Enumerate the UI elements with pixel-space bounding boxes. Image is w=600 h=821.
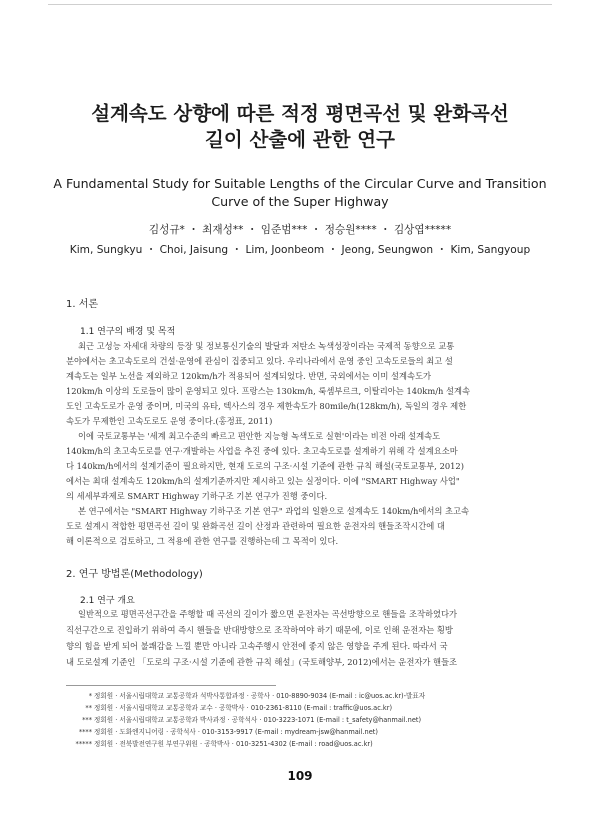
footnote-text: 정회원 · 전북발전연구원 부연구위원 · 공학박사 · 010-3251-4302 (E-mail : road@uos.ac.kr) xyxy=(94,740,373,748)
body-line: 일반적으로 평면곡선구간을 주행할 때 곡선의 길이가 짧으면 운전자는 곡선방향으로 핸들을 조작하였다가 xyxy=(78,609,458,619)
body-line: 140km/h의 초고속도로를 연구·개발하는 사업을 추진 중에 있다. 초고속도로를 설계하기 위해 각 설계요소마 xyxy=(66,446,458,456)
body-line: 이에 국토교통부는 '세계 최고수준의 빠르고 편안한 지능형 녹색도로 실현'이라는 비전 아래 설계속도 xyxy=(78,431,441,441)
title-english-line-1: A Fundamental Study for Suitable Lengths of the Circular Curve and Transition xyxy=(53,176,547,191)
footnote-rule xyxy=(66,685,276,686)
body-line: 속도가 무제한인 고속도로도 운영 중이다.(홍정표, 2011) xyxy=(66,416,273,426)
footnote-text: 정회원 · 도화엔지니어링 · 공학석사 · 010-3153-9917 (E-mail : mydream-jsw@hanmail.net) xyxy=(94,728,378,736)
footnote-text: 정회원 · 서울시립대학교 교통공학과 석박사통합과정 · 공학사 · 010-8890-9034 (E-mail : ic@uos.ac.kr)-발표자 xyxy=(94,692,426,700)
footnote-2 xyxy=(70,704,550,712)
body-line: 내 도로설계 기준인 「도로의 구조·시설 기준에 관한 규칙 해설」(국토해양부, 2012)에서는 운전자가 핸들조 xyxy=(66,657,458,667)
title-english-line-2: Curve of the Super Highway xyxy=(211,194,389,209)
body-line: 해 이론적으로 검토하고, 그 적용에 관한 연구를 진행하는데 그 목적이 있다. xyxy=(66,536,339,546)
section-2-1-heading: 2.1 연구 개요 xyxy=(80,596,135,606)
footnote-mark: ** xyxy=(85,704,92,712)
top-rule xyxy=(48,4,552,5)
title-korean-line-1: 설계속도 상향에 따른 적정 평면곡선 및 완화곡선 xyxy=(91,102,509,125)
footnote-1 xyxy=(70,692,550,700)
footnote-mark: **** xyxy=(78,728,92,736)
body-line: 도인 고속도로가 운영 중이며, 미국의 유타, 텍사스의 경우 제한속도가 80mile/h(128km/h), 독일의 경우 제한 xyxy=(66,401,467,411)
footnote-text: 정회원 · 서울시립대학교 교통공학과 교수 · 공학박사 · 010-2361-8110 (E-mail : traffic@uos.ac.kr) xyxy=(94,704,393,712)
body-line: 120km/h 이상의 도로들이 많이 운영되고 있다. 프랑스는 130km/h, 룩셈부르크, 이탈리아는 140km/h 설계속 xyxy=(66,386,471,396)
footnote-4 xyxy=(70,728,550,736)
body-line: 에서는 최대 설계속도 120km/h의 설계기준까지만 제시하고 있는 실정이다. 이에 "SMART Highway 사업" xyxy=(66,476,460,486)
footnote-text: 정회원 · 서울시립대학교 교통공학과 박사과정 · 공학석사 · 010-3223-1071 (E-mail : t_safety@hanmail.net) xyxy=(94,716,422,724)
section-1-1-heading: 1.1 연구의 배경 및 목적 xyxy=(80,327,176,337)
footnote-5 xyxy=(70,740,550,748)
body-line: 본 연구에서는 "SMART Highway 기하구조 기본 연구" 과업의 일환으로 설계속도 140km/h에서의 초고속 xyxy=(78,506,470,516)
footnote-3 xyxy=(70,716,550,724)
page-number: 109 xyxy=(287,769,313,783)
body-line: 다 140km/h에서의 설계기준이 필요하지만, 현재 도로의 구조·시설 기준에 관한 규칙 해설(국토교통부, 2012) xyxy=(66,461,464,471)
body-line: 계속도는 일부 노선을 제외하고 120km/h가 적용되어 설계되었다. 반면, 국외에서는 이미 설계속도가 xyxy=(66,371,432,381)
section-2-heading: 2. 연구 방법론(Methodology) xyxy=(66,569,203,580)
authors-english: Kim, Sungkyu ・ Choi, Jaisung ・ Lim, Joonbeom ・ Jeong, Seungwon ・ Kim, Sangyoup xyxy=(69,244,531,256)
body-line: 도로 설계시 적합한 평면곡선 길이 및 완화곡선 길이 산정과 관련하여 필요한 운전자의 핸들조작시간에 대 xyxy=(66,521,445,531)
section-1-heading: 1. 서론 xyxy=(66,299,99,310)
title-korean-line-2: 길이 산출에 관한 연구 xyxy=(205,128,395,151)
footnote-mark: ***** xyxy=(75,740,92,748)
authors-korean: 김성규* ・ 최재성** ・ 임준범*** ・ 정승원**** ・ 김상엽***** xyxy=(148,224,452,236)
body-line: 최근 고성능 자세대 차량의 등장 및 정보통신기술의 발달과 저탄소 녹색성장이라는 국제적 동향으로 교통 xyxy=(78,341,455,351)
body-line: 향의 힘을 받게 되어 불쾌감을 느낄 뿐만 아니라 고속주행시 안전에 좋지 않은 영향을 주게 된다. 따라서 국 xyxy=(66,641,448,651)
body-line: 의 세세부과제로 SMART Highway 기하구조 기본 연구가 진행 중이다. xyxy=(66,491,328,501)
footnote-mark: * xyxy=(88,692,92,700)
body-line: 분야에서는 초고속도로의 건설·운영에 관심이 집중되고 있다. 우리나라에서 운영 중인 고속도로들의 최고 설 xyxy=(66,356,453,366)
footnote-mark: *** xyxy=(82,716,92,724)
body-line: 직선구간으로 진입하기 위하여 즉시 핸들을 반대방향으로 조작하여야 하기 때문에, 이로 인해 운전자는 횡방 xyxy=(66,625,453,635)
